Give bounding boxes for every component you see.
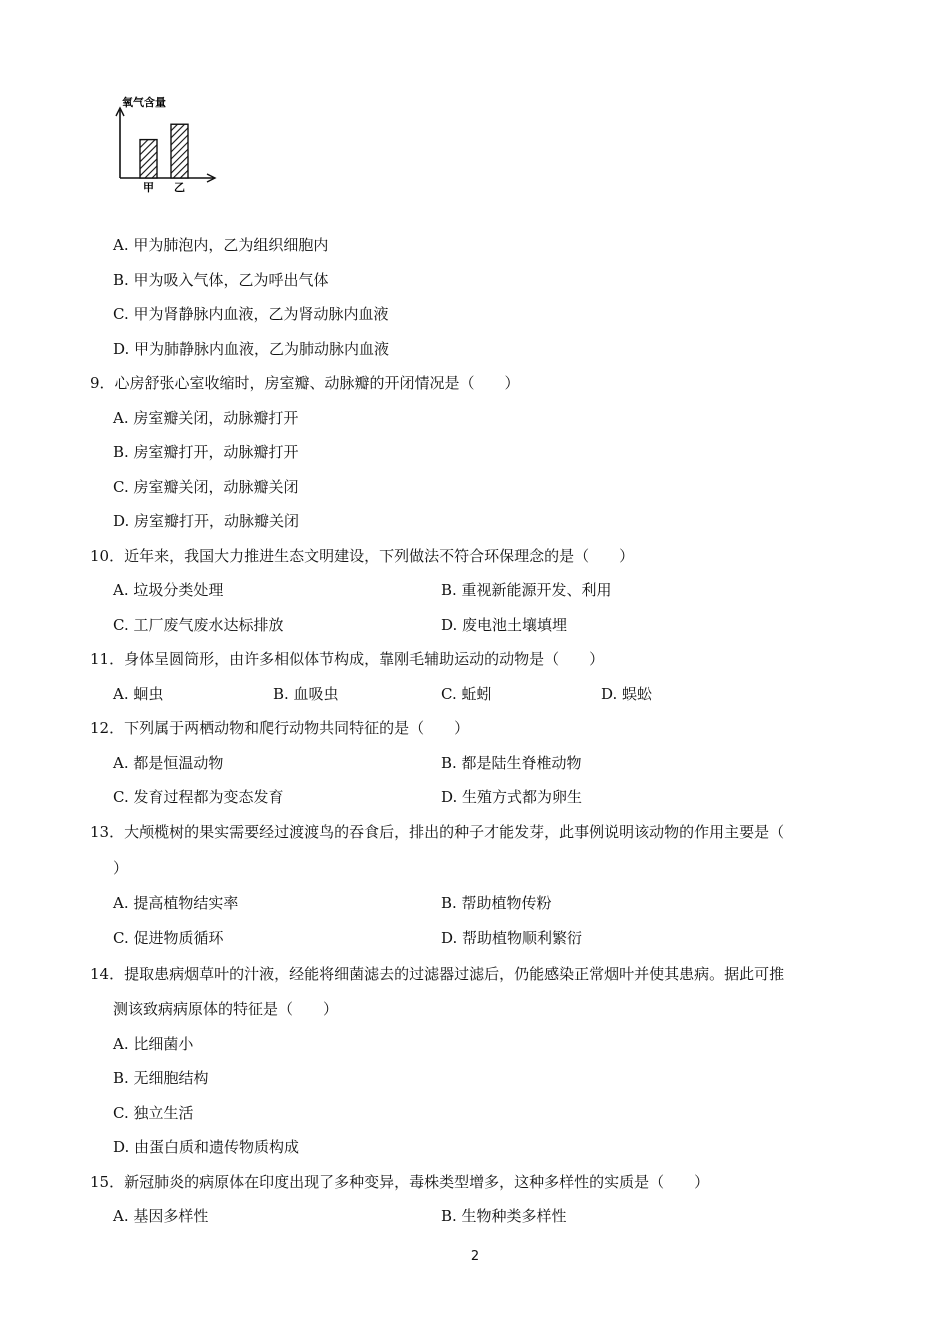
q8-option-b: B. 甲为吸入气体，乙为呼出气体	[113, 271, 329, 289]
q8-option-c: C. 甲为肾静脉内血液，乙为肾动脉内血液	[113, 305, 389, 323]
q14-stem-line1: 14．提取患病烟草叶的汁液，经能将细菌滤去的过滤器过滤后，仍能感染正常烟叶并使其患病。据此可推	[90, 965, 785, 983]
chart-bars	[140, 124, 188, 178]
q12-option-b: B. 都是陆生脊椎动物	[441, 754, 582, 772]
q13-option-b: B. 帮助植物传粉	[441, 894, 552, 912]
page-number: 2	[470, 1249, 480, 1264]
q12-option-c: C. 发育过程都为变态发育	[113, 788, 284, 806]
bar-yi	[171, 124, 188, 178]
q13-option-c: C. 促进物质循环	[113, 929, 224, 947]
x-tick-label: 甲	[143, 181, 154, 194]
bar-jia	[140, 140, 157, 178]
q9-option-d: D. 房室瓣打开，动脉瓣关闭	[113, 512, 300, 530]
q15-option-b: B. 生物种类多样性	[441, 1207, 567, 1225]
q9-option-a: A. 房室瓣关闭，动脉瓣打开	[113, 409, 299, 427]
q14-option-c: C. 独立生活	[113, 1104, 194, 1122]
q10-option-b: B. 重视新能源开发、利用	[441, 581, 612, 599]
q8-option-d: D. 甲为肺静脉内血液，乙为肺动脉内血液	[113, 340, 390, 358]
y-axis-label: 氧气含量	[122, 96, 166, 109]
q13-option-d: D. 帮助植物顺利繁衍	[441, 929, 583, 947]
q12-stem: 12．下列属于两栖动物和爬行动物共同特征的是（ ）	[90, 719, 470, 737]
q15-stem: 15．新冠肺炎的病原体在印度出现了多种变异，毒株类型增多，这种多样性的实质是（ ）	[90, 1173, 710, 1191]
x-tick-label: 乙	[174, 181, 185, 194]
q14-stem-line2: 测该致病病原体的特征是（ ）	[113, 1000, 339, 1018]
x-tick-labels	[143, 181, 185, 194]
q10-option-d: D. 废电池土壤填埋	[441, 616, 568, 634]
q11-option-a: A. 蛔虫	[113, 685, 164, 703]
q13-stem-line1: 13．大颅榄树的果实需要经过渡渡鸟的吞食后，排出的种子才能发芽，此事例说明该动物的作用主要是（	[90, 823, 785, 841]
q10-option-a: A. 垃圾分类处理	[113, 581, 224, 599]
q14-option-d: D. 由蛋白质和遗传物质构成	[113, 1138, 300, 1156]
q11-option-c: C. 蚯蚓	[441, 685, 492, 703]
q9-stem: 9．心房舒张心室收缩时，房室瓣、动脉瓣的开闭情况是（ ）	[90, 374, 520, 392]
q13-option-a: A. 提高植物结实率	[113, 894, 239, 912]
q14-option-a: A. 比细菌小	[113, 1035, 194, 1053]
q10-stem: 10．近年来，我国大力推进生态文明建设，下列做法不符合环保理念的是（ ）	[90, 547, 635, 565]
oxygen-content-bar-chart	[110, 92, 220, 197]
q9-option-c: C. 房室瓣关闭，动脉瓣关闭	[113, 478, 299, 496]
q11-stem: 11．身体呈圆筒形，由许多相似体节构成，靠刚毛辅助运动的动物是（ ）	[90, 650, 605, 668]
chart-axes	[116, 108, 215, 182]
q12-option-a: A. 都是恒温动物	[113, 754, 224, 772]
q15-option-a: A. 基因多样性	[113, 1207, 209, 1225]
q12-option-d: D. 生殖方式都为卵生	[441, 788, 583, 806]
q13-stem-line2: ）	[113, 859, 129, 877]
q8-option-a: A. 甲为肺泡内，乙为组织细胞内	[113, 236, 329, 254]
q11-option-b: B. 血吸虫	[273, 685, 339, 703]
q10-option-c: C. 工厂废气废水达标排放	[113, 616, 284, 634]
q14-option-b: B. 无细胞结构	[113, 1069, 209, 1087]
q11-option-d: D. 蜈蚣	[601, 685, 653, 703]
q9-option-b: B. 房室瓣打开，动脉瓣打开	[113, 443, 299, 461]
